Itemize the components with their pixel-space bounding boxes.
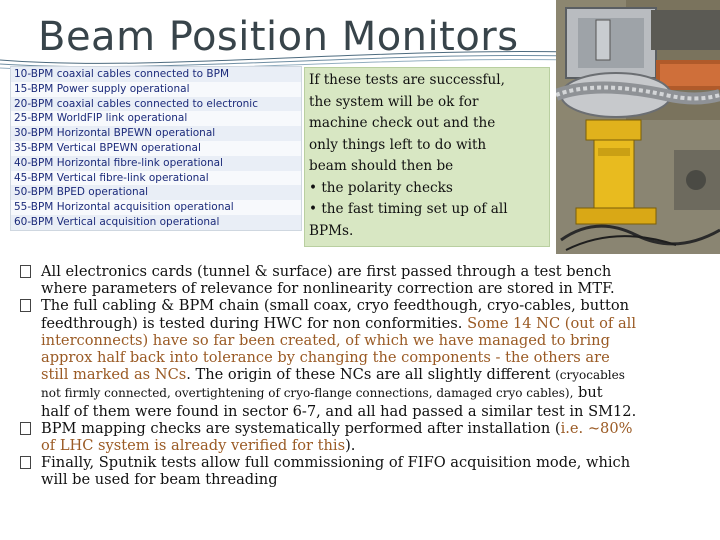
highlight-line: interconnects) have so far been created, of which we have managed to bring [41, 331, 610, 349]
bullet-line [41, 420, 710, 437]
note-line: the system will be ok for [309, 93, 479, 110]
highlight-text: of LHC system is already verified for this [41, 437, 346, 455]
status-item: 60-BPM Vertical acquisition operational [11, 215, 301, 230]
status-item: 30-BPM Horizontal BPEWN operational [11, 126, 301, 141]
status-item: 45-BPM Vertical fibre-link operational [11, 171, 301, 186]
status-item: 25-BPM WorldFIP link operational [11, 111, 301, 126]
slide-title: Beam Position Monitors [38, 14, 519, 60]
bullet-line: Finally, Sputnik tests allow full commissioning of FIFO acquisition mode, which [41, 454, 631, 472]
bullet-line [41, 437, 710, 454]
bullet-line: where parameters of relevance for nonlinearity correction are stored in MTF. [41, 280, 615, 298]
bullet-line: half of them were found in sector 6-7, and all had passed a similar test in SM12. [41, 402, 637, 420]
bullet-line [41, 315, 710, 332]
highlight-line: approx half back into tolerance by changing the components - the others are [41, 349, 610, 367]
note-line: BPMs. [309, 222, 354, 239]
bullet-box-icon [20, 456, 31, 469]
highlight-text: Some 14 NC (out of all [467, 314, 637, 332]
status-item: 40-BPM Horizontal fibre-link operational [11, 156, 301, 171]
status-item: 55-BPM Horizontal acquisition operational [11, 200, 301, 215]
highlight-text: i.e. ~80% [560, 419, 633, 437]
note-line: If these tests are successful, [309, 72, 505, 88]
small-text: not firmly connected, overtightening of cryo-flange connections, damaged cryo cables), [41, 386, 574, 401]
bullet-test-bench [20, 263, 710, 297]
bullet-text: but [573, 384, 603, 402]
status-item: 35-BPM Vertical BPEWN operational [11, 141, 301, 156]
note-line: • the fast timing set up of all [309, 201, 508, 217]
test-note-box [304, 67, 550, 247]
bullet-sputnik-tests [20, 454, 710, 488]
bpm-status-list [10, 66, 302, 231]
bullet-text: BPM mapping checks are systematically performed after installation ( [41, 419, 561, 437]
bullet-box-icon [20, 265, 31, 278]
bullet-text: feedthrough) is tested during HWC for non conformities. [41, 314, 468, 332]
bullet-line: All electronics cards (tunnel & surface) are first passed through a test bench [41, 263, 612, 280]
note-line: machine check out and the [309, 115, 496, 131]
bullet-box-icon [20, 422, 31, 435]
bullet-line: The full cabling & BPM chain (small coax, cryo feedthough, cryo-cables, button [41, 297, 630, 315]
highlight-text: still marked as NCs [41, 366, 187, 384]
note-line: beam should then be [309, 158, 454, 174]
bullet-text: ). [345, 437, 356, 455]
note-line: only things left to do with [309, 136, 487, 153]
bullet-list [20, 263, 710, 489]
bullet-line [41, 384, 710, 402]
bullet-line: will be used for beam threading [41, 471, 278, 489]
bullet-cabling-chain [20, 297, 710, 419]
note-line: • the polarity checks [309, 179, 453, 196]
bullet-text: . The origin of these NCs are all slightly different [186, 366, 556, 384]
bullet-line [41, 366, 710, 384]
bpm-hardware-photo [556, 0, 720, 254]
small-text: (cryocables [555, 368, 625, 383]
status-item: 50-BPM BPED operational [11, 185, 301, 200]
status-item: 10-BPM coaxial cables connected to BPM [11, 67, 301, 82]
status-item: 20-BPM coaxial cables connected to electronic [11, 97, 301, 112]
bullet-box-icon [20, 299, 31, 312]
bullet-mapping-checks [20, 420, 710, 454]
status-item: 15-BPM Power supply operational [11, 82, 301, 97]
